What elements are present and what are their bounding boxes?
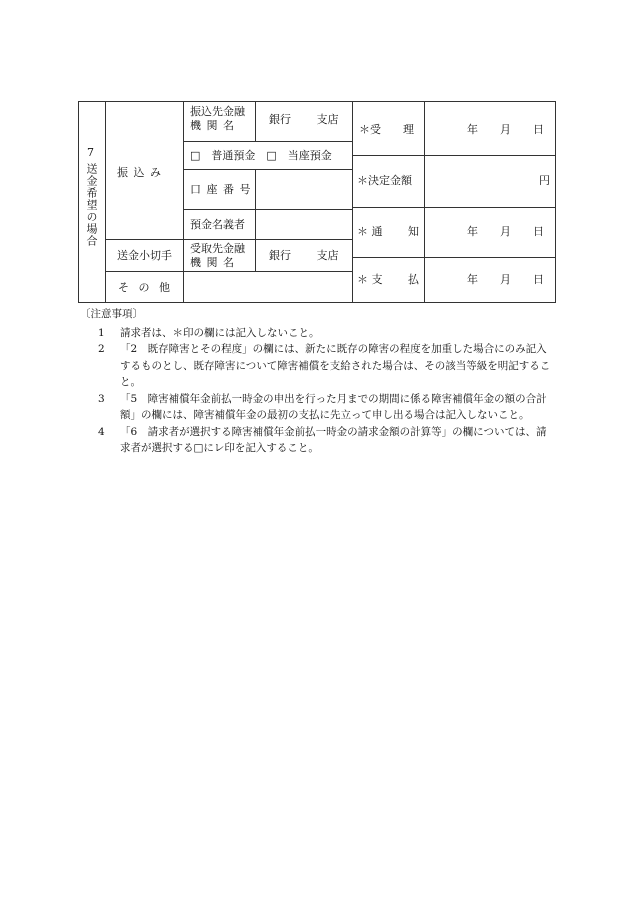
grid-line [183,141,352,142]
transfer-bank-label-line2: 機 関 名 [190,119,235,132]
receipt-date: 年 月 日 [467,123,544,136]
notice-label: ＊ 通 知 [357,225,419,238]
transfer-bank-value[interactable]: 銀行 支店 [269,113,339,126]
section-number: 7 [87,146,94,159]
payment-date: 年 月 日 [467,273,544,286]
note-text: 請求者は、＊印の欄には記入しないこと。 [120,326,320,339]
note-number: 4 [98,425,105,438]
note-item [80,391,552,424]
note-number: 3 [98,392,105,405]
section-title: 送金希望の場合 [85,163,98,247]
grid-line [352,155,556,156]
note-text: 「6 請求者が選択する障害補償年金前払一時金の請求金額の計算等」の欄については、請求者が選択する□にレ印を記入すること。 [120,425,547,454]
check-label: 送金小切手 [117,249,172,262]
account-holder-label: 預金名義者 [190,218,245,231]
note-item [80,341,552,391]
account-holder-field[interactable] [256,210,351,238]
decided-amount-label: ＊決定金額 [357,174,412,187]
grid-line [352,101,353,303]
check-bank-value[interactable]: 銀行 支店 [269,249,339,262]
transfer-label: 振 込 み [117,166,162,179]
note-text: 「2 既存障害とその程度」の欄には、新たに既存の障害の程度を加重した場合にのみ記入するものとし、既存障害について障害補償を支給された場合は、その該当等級を明記すること。 [120,343,551,388]
notes-heading: 〔注意事項〕 [80,308,143,320]
check-bank-label-line1: 受取先金融 [190,242,245,255]
note-number: 2 [98,343,105,355]
grid-line [105,239,352,240]
payment-label: ＊ 支 払 [357,273,419,286]
yen-unit: 円 [539,174,550,187]
grid-line [255,101,256,141]
grid-line [352,257,556,258]
grid-line [424,101,425,303]
notes-section [80,306,552,457]
grid-line [105,101,106,303]
account-type-checkboxes[interactable]: □ 普通預金 □ 当座預金 [190,149,332,162]
receipt-label: ＊受 理 [359,123,414,136]
note-item [80,325,552,342]
account-number-field[interactable] [256,170,351,208]
other-label: そ の 他 [118,281,173,294]
check-bank-label-line2: 機 関 名 [190,256,235,269]
account-number-label: 口 座 番 号 [190,183,252,196]
note-number: 1 [98,326,105,339]
transfer-bank-label-line1: 振込先金融 [190,105,245,118]
note-text: 「5 障害補償年金前払一時金の申出を行った月までの期間に係る障害補償年金の額の合計額」の欄には、障害補償年金の最初の支払に先立って申し出る場合は記入しないこと。 [120,392,547,421]
notice-date: 年 月 日 [467,225,544,238]
other-field[interactable] [184,272,351,302]
note-item [80,424,552,457]
grid-line [352,207,556,208]
